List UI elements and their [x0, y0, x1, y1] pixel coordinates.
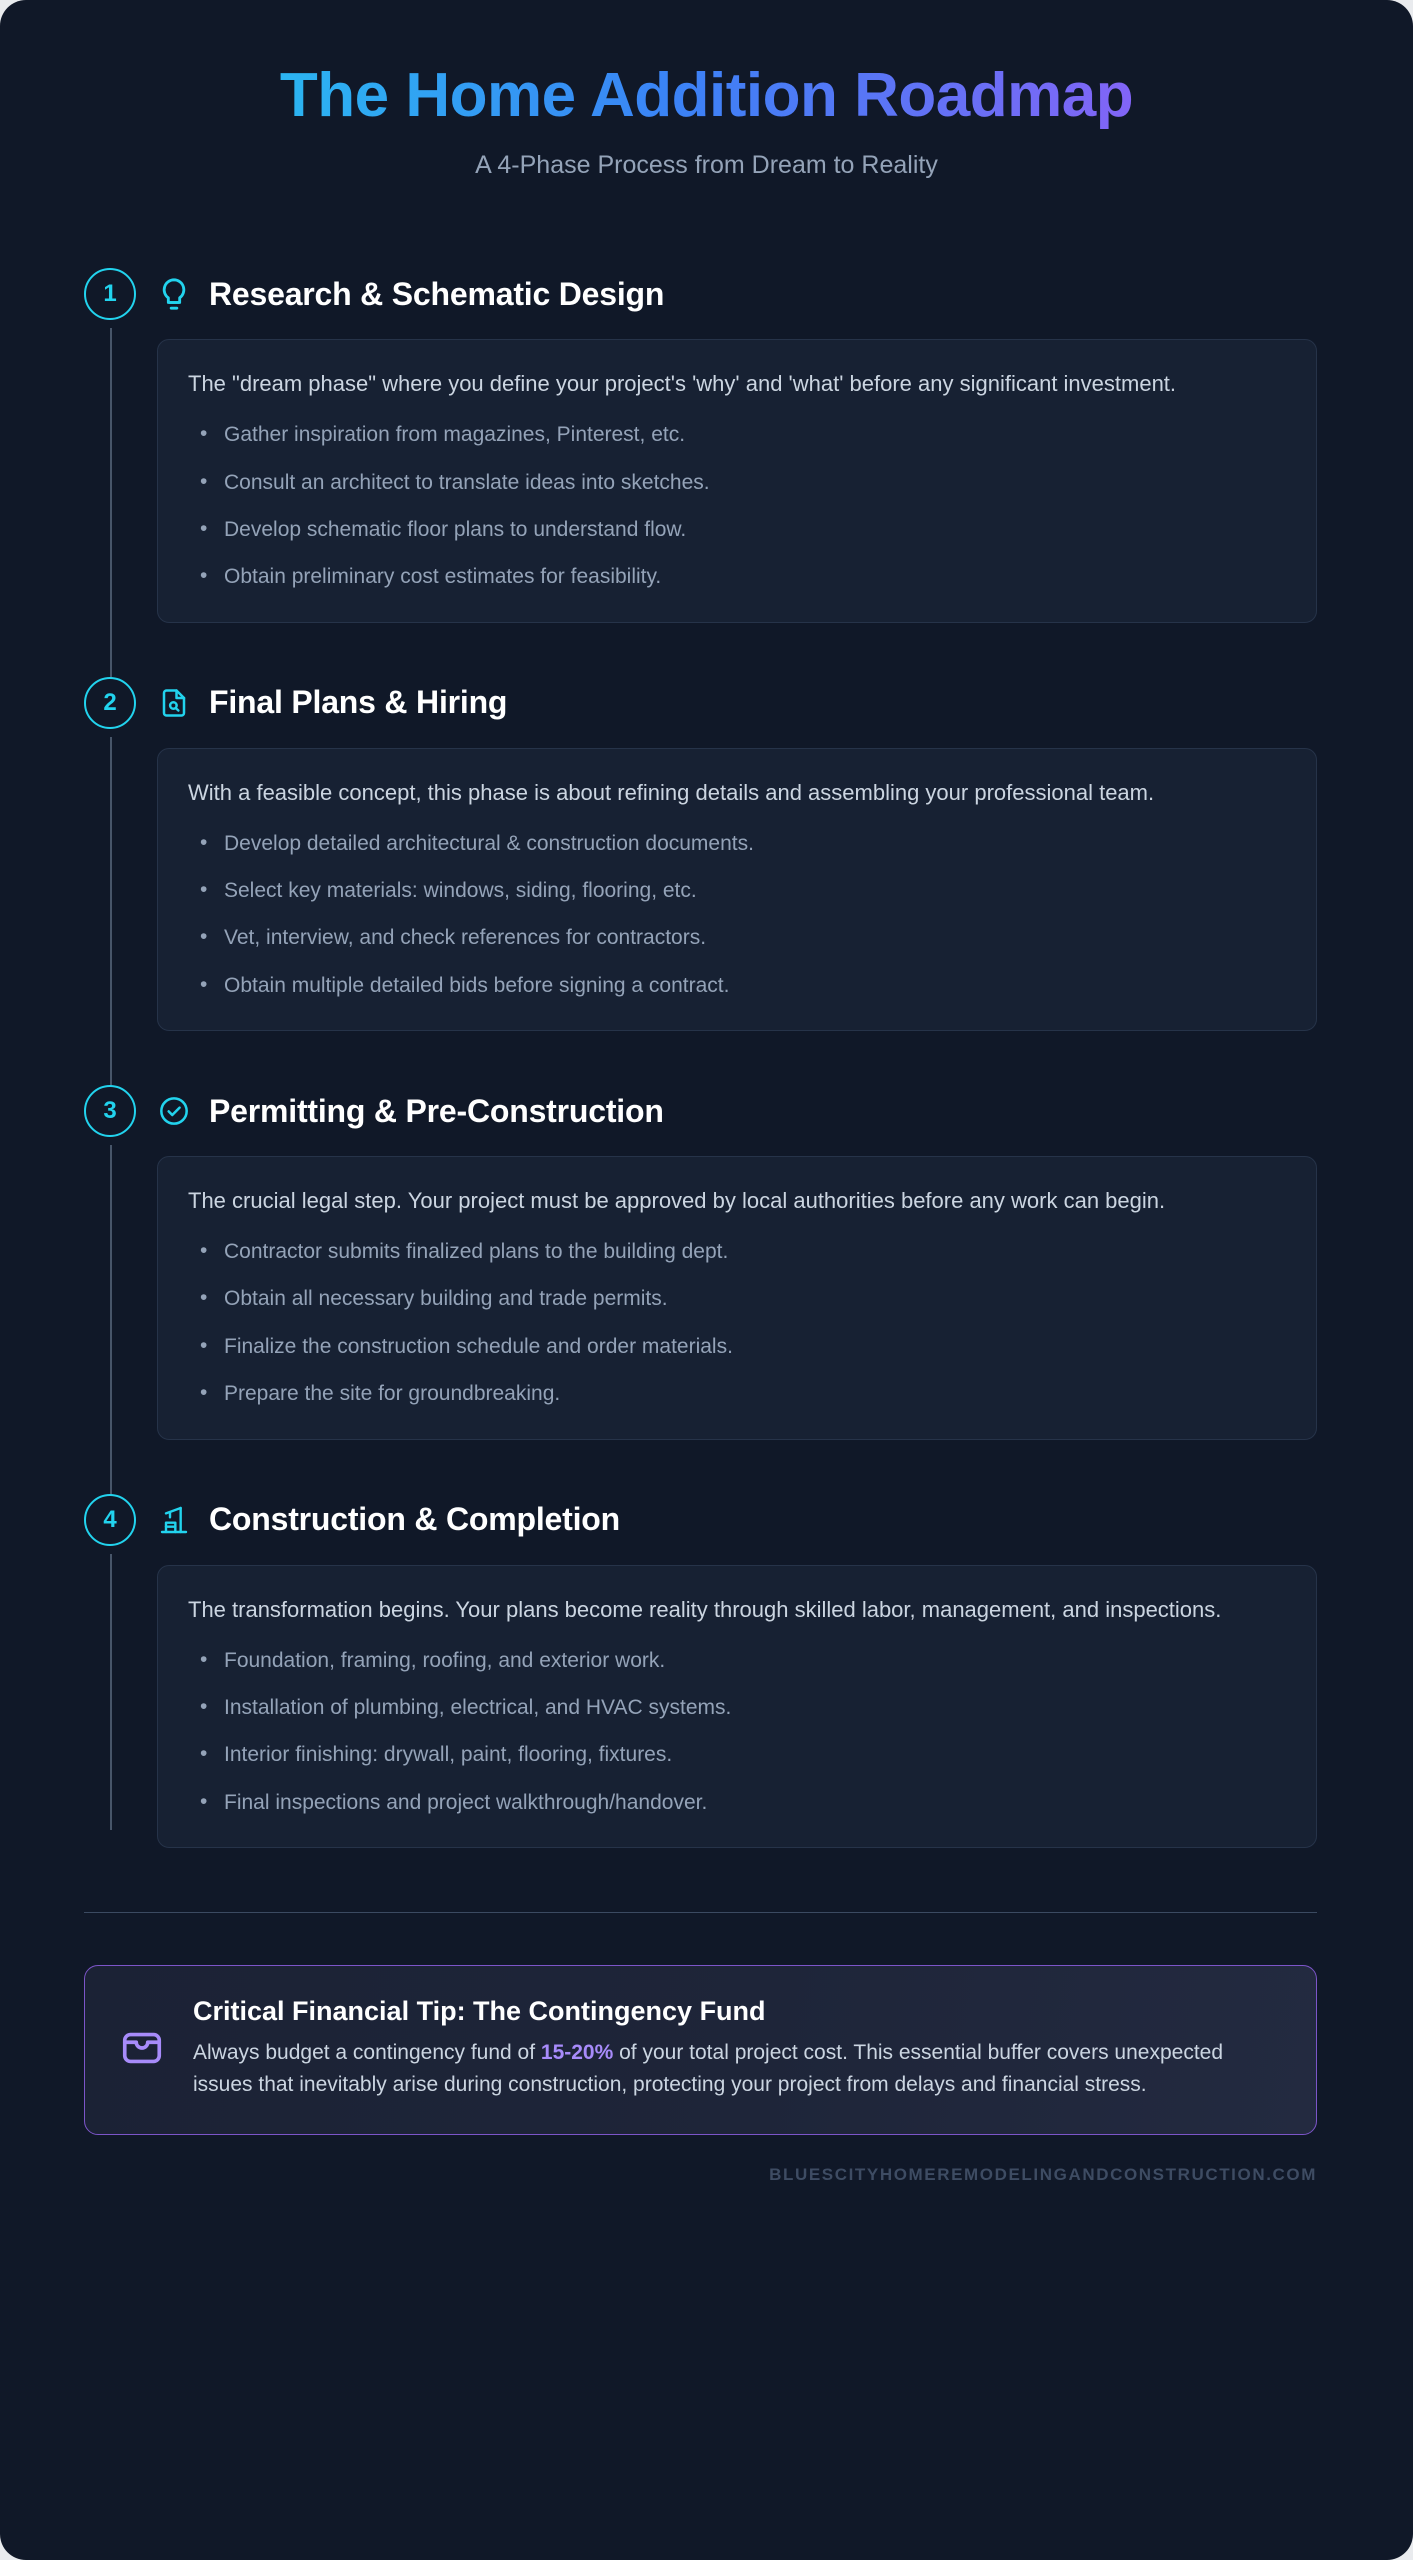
phase-item-list	[188, 420, 1286, 592]
phase-card	[157, 339, 1317, 622]
phase-card	[157, 1565, 1317, 1848]
phase-card	[157, 1156, 1317, 1439]
phase-timeline	[84, 266, 1317, 1848]
phase-item-list	[188, 1237, 1286, 1409]
phase-item-list	[188, 1646, 1286, 1818]
phase-header	[157, 675, 1317, 731]
phase-card	[157, 748, 1317, 1031]
lightbulb-icon	[157, 277, 191, 311]
phase-title: Research & Schematic Design	[209, 275, 665, 312]
phase-2	[84, 675, 1317, 1083]
phase-4	[84, 1492, 1317, 1848]
phase-description: With a feasible concept, this phase is about refining details and assembling your professional team.	[188, 779, 1155, 805]
phase-number-badge: 3	[84, 1085, 136, 1137]
page-title: The Home Addition Roadmap	[40, 60, 1373, 131]
phase-title: Permitting & Pre-Construction	[209, 1092, 664, 1129]
tip-text	[193, 2037, 1280, 2100]
phase-header	[157, 266, 1317, 322]
phase-3	[84, 1083, 1317, 1491]
list-item: • Gather inspiration from magazines, Pinterest, etc.	[188, 420, 1286, 449]
list-item: • Consult an architect to translate ideas into sketches.	[188, 468, 1286, 497]
tip-highlight-value: 15-20%	[540, 2041, 614, 2065]
list-item: • Obtain preliminary cost estimates for feasibility.	[188, 562, 1286, 591]
phase-title: Final Plans & Hiring	[209, 684, 508, 721]
list-item: • Contractor submits finalized plans to the building dept.	[188, 1237, 1286, 1266]
phase-header	[157, 1083, 1317, 1139]
tip-content	[193, 1996, 1280, 2100]
list-item: • Vet, interview, and check references for contractors.	[188, 923, 1286, 952]
phase-header	[157, 1492, 1317, 1548]
list-item: • Finalize the construction schedule and order materials.	[188, 1332, 1286, 1361]
list-item: • Select key materials: windows, siding, flooring, etc.	[188, 876, 1286, 905]
phase-number-badge: 1	[84, 268, 136, 320]
section-divider	[84, 1912, 1317, 1913]
check-circle-icon	[157, 1094, 191, 1128]
footer-domain: BLUESCITYHOMEREMODELINGANDCONSTRUCTION.COM	[769, 2165, 1317, 2185]
phase-item-list	[188, 829, 1286, 1001]
phase-title: Construction & Completion	[209, 1501, 620, 1538]
phase-1	[84, 266, 1317, 674]
list-item: • Foundation, framing, roofing, and exterior work.	[188, 1646, 1286, 1675]
phase-description: The crucial legal step. Your project must be approved by local authorities before any work can begin.	[188, 1188, 1166, 1214]
list-item: • Develop detailed architectural & construction documents.	[188, 829, 1286, 858]
list-item: • Installation of plumbing, electrical, and HVAC systems.	[188, 1693, 1286, 1722]
page-subtitle: A 4-Phase Process from Dream to Reality	[475, 151, 938, 180]
page-header	[0, 0, 1413, 180]
list-item: • Obtain multiple detailed bids before signing a contract.	[188, 971, 1286, 1000]
list-item: • Obtain all necessary building and trade permits.	[188, 1284, 1286, 1313]
phase-description: The "dream phase" where you define your project's 'why' and 'what' before any significant investment.	[188, 371, 1177, 397]
phase-number-badge: 2	[84, 677, 136, 729]
phase-description: The transformation begins. Your plans become reality through skilled labor, management, and inspections.	[188, 1596, 1222, 1622]
list-item: • Final inspections and project walkthrough/handover.	[188, 1788, 1286, 1817]
list-item: • Prepare the site for groundbreaking.	[188, 1379, 1286, 1408]
document-search-icon	[157, 686, 191, 720]
financial-tip-box	[84, 1965, 1317, 2135]
tip-text-after: of your total project cost. This essential buffer covers unexpected issues that inevitably arise during construction, protecting your project from delays and financial stress.	[193, 2041, 1224, 2096]
list-item: • Interior finishing: drywall, paint, flooring, fixtures.	[188, 1740, 1286, 1769]
tip-text-before: Always budget a contingency fund of	[193, 2041, 541, 2065]
tip-title: Critical Financial Tip: The Contingency Fund	[193, 1996, 766, 2027]
wallet-icon	[119, 2025, 165, 2071]
crane-icon	[157, 1503, 191, 1537]
phase-number-badge: 4	[84, 1494, 136, 1546]
list-item: • Develop schematic floor plans to understand flow.	[188, 515, 1286, 544]
